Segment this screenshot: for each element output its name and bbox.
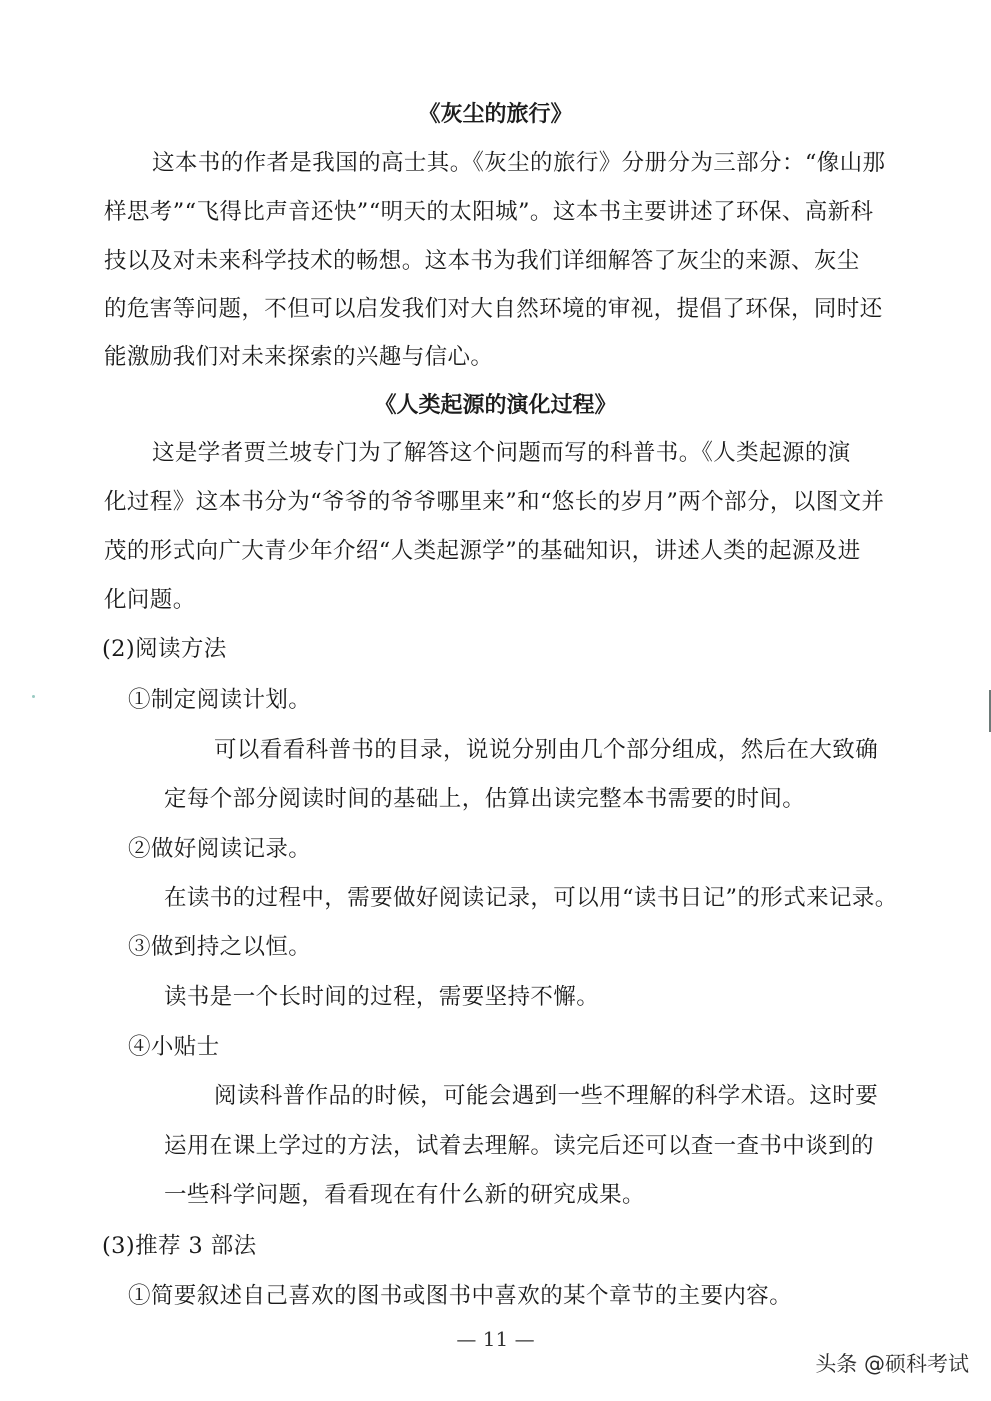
method-item-body-line: 一些科学问题，看看现在有什么新的研究成果。 [164,1182,645,1208]
section-title-human-origins: 《人类起源的演化过程》 [374,393,617,418]
paragraph-line: 能激励我们对未来探索的兴趣与信心。 [104,344,494,370]
paragraph-line: 这本书的作者是我国的高士其。《灰尘的旅行》分册分为三部分：“像山那 [152,150,886,176]
paragraph-line: 茂的形式向广大青少年介绍“人类起源学”的基础知识，讲述人类的起源及进 [104,538,861,564]
method-item-label: ③做到持之以恒。 [128,934,312,960]
paragraph-line: 这是学者贾兰坡专门为了解答这个问题而写的科普书。《人类起源的演 [152,440,851,466]
method-item-label: ①制定阅读计划。 [128,687,312,713]
recommend-heading: (3)推荐 3 部法 [102,1233,257,1259]
method-item-body-line: 阅读科普作品的时候，可能会遇到一些不理解的科学术语。这时要 [214,1083,879,1109]
paragraph-line: 技以及对未来科学技术的畅想。这本书为我们详细解答了灰尘的来源、灰尘 [104,248,860,274]
scan-speck [32,695,35,698]
recommend-item: ①简要叙述自己喜欢的图书或图书中喜欢的某个章节的主要内容。 [128,1283,793,1309]
page-number: — 11 — [456,1327,535,1351]
method-item-body-line: 读书是一个长时间的过程，需要坚持不懈。 [164,984,600,1010]
paragraph-line: 的危害等问题，不但可以启发我们对大自然环境的审视，提倡了环保，同时还 [104,296,883,322]
method-item-label: ②做好阅读记录。 [128,836,312,862]
method-item-body-line: 运用在课上学过的方法，试着去理解。读完后还可以查一查书中谈到的 [164,1133,874,1159]
method-item-label: ④小贴士 [128,1034,220,1060]
reading-methods-heading: (2)阅读方法 [102,636,227,662]
paragraph-line: 化问题。 [104,587,196,613]
method-item-body-line: 定每个部分阅读时间的基础上，估算出读完整本书需要的时间。 [164,786,806,812]
method-item-body-line: 在读书的过程中，需要做好阅读记录，可以用“读书日记”的形式来记录。 [164,885,898,911]
watermark: 头条 @硕科考试 [815,1352,969,1376]
paragraph-line: 化过程》这本书分为“爷爷的爷爷哪里来”和“悠长的岁月”两个部分，以图文并 [104,489,885,515]
method-item-body-line: 可以看看科普书的目录，说说分别由几个部分组成，然后在大致确 [214,737,879,763]
section-title-dust-travel: 《灰尘的旅行》 [418,102,573,127]
paragraph-line: 样思考”“飞得比声音还快”“明天的太阳城”。这本书主要讲述了环保、高新科 [104,199,874,225]
